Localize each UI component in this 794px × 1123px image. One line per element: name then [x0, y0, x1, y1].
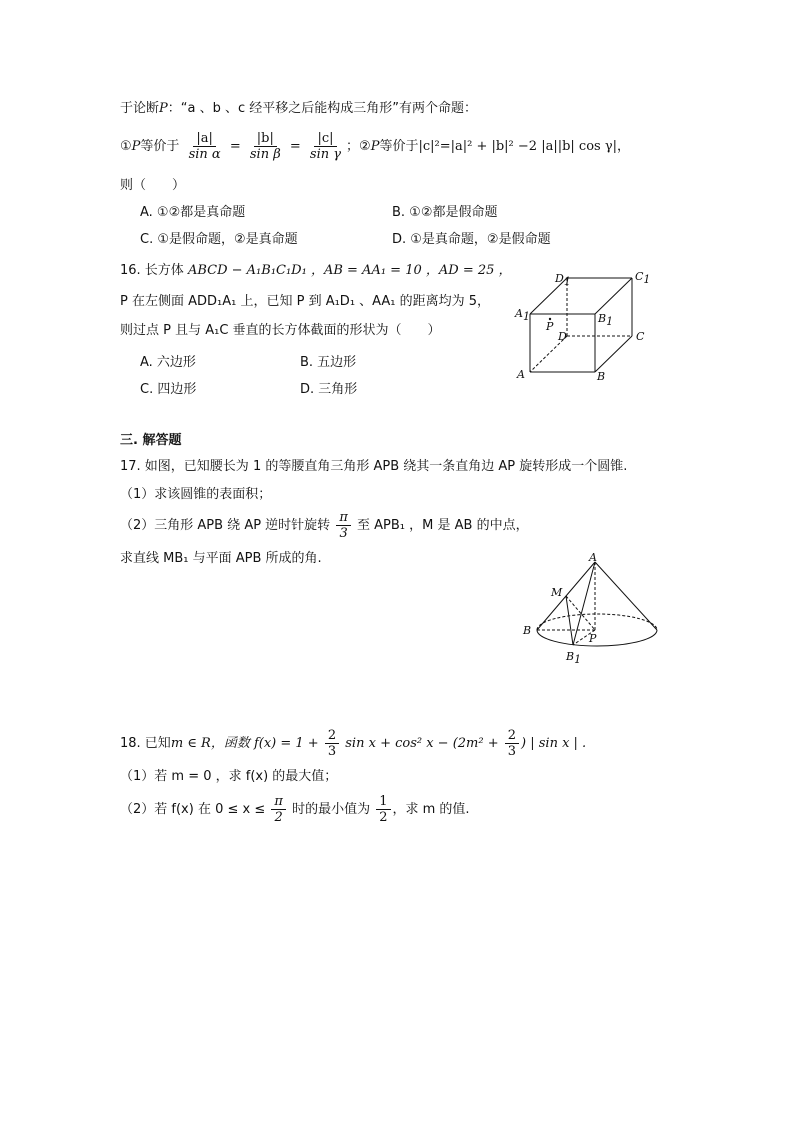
fraction-a-sin-alpha [186, 131, 224, 162]
frac-den: 3 [507, 744, 517, 759]
q15-option-a: A. ①②都是真命题 [140, 205, 246, 220]
frac-den: sin β [249, 147, 281, 162]
frac-num: |c| [314, 131, 336, 147]
q16-line1 [120, 262, 512, 280]
q15-p-symbol: P [370, 139, 380, 154]
edge-CB [595, 336, 632, 372]
prop2-label: ；② [346, 139, 371, 154]
q18-line1c: sin x + cos² x − (2m² + [345, 736, 499, 751]
label-D: D [558, 330, 567, 343]
q18-line1 [120, 728, 586, 759]
q17-line3 [120, 510, 529, 541]
label-M: M [551, 586, 563, 599]
label-A1: A1 [515, 307, 530, 323]
q16-line2: P 在左侧面 ADD₁A₁ 上，已知 P 到 A₁D₁ 、AA₁ 的距离均为 5， [120, 294, 491, 309]
frac-num: 1 [376, 794, 390, 810]
base-back-arc [537, 614, 657, 630]
q18-line1b: m ∈ R，函数 f(x) = 1 + [170, 736, 319, 751]
fraction-pi-over-2 [271, 794, 286, 825]
frac-den: 3 [339, 526, 348, 541]
frac-den: sin α [188, 147, 221, 162]
q16-option-d: D. 三角形 [300, 382, 358, 397]
prop1-label: ① [120, 139, 132, 154]
label-P: P [589, 632, 597, 645]
label-B: B [523, 624, 532, 637]
q18-line2: （1）若 m = 0 ，求 f(x) 的最大值； [120, 769, 338, 784]
label-B: B [597, 370, 606, 383]
frac-num: 2 [325, 728, 339, 744]
fraction-1-2 [376, 794, 390, 825]
q17-line3a: （2）三角形 APB 绕 AP 逆时针旋转 [120, 518, 331, 533]
edge-C1B1 [595, 278, 632, 314]
fraction-c-sin-gamma [307, 131, 344, 162]
label-A: A [517, 368, 525, 381]
frac-den: 2 [274, 810, 283, 825]
q15-intro: 于论断 [120, 101, 160, 116]
q15-option-d: D. ①是真命题，②是假命题 [392, 232, 551, 247]
q17-line2: （1）求该圆锥的表面积； [120, 487, 272, 502]
prop1-text: 等价于 [140, 139, 180, 154]
frac-num: |a| [193, 131, 216, 147]
q15-option-c: C. ①是假命题，②是真命题 [140, 232, 298, 247]
fraction-2-3-b [505, 728, 519, 759]
fraction-2-3-a [325, 728, 339, 759]
fraction-b-sin-beta [247, 131, 284, 162]
q15-option-b: B. ①②都是假命题 [392, 205, 498, 220]
prop2-text: 等价于 [379, 139, 419, 154]
q18-line1d: ) | sin x | . [521, 736, 587, 751]
cone-figure [515, 550, 665, 670]
frac-den: sin γ [309, 147, 342, 162]
q18-line1a: 18. 已知 [120, 736, 171, 751]
section-title: 三. 解答题 [120, 433, 182, 448]
q16-option-c: C. 四边形 [140, 382, 197, 397]
q15-statement [120, 100, 477, 118]
label-P: P [546, 320, 554, 333]
frac-num: π [271, 794, 286, 810]
q15-propositions: ①P等价于 $\frac{|a|}{\text{sin α}}$ = $\frac{|b|}{\text{sin β}}$ = $\frac{|c|}{\text{sin γ}}$ ；②P等价于|c|²=|a|² + |b|² −2 |a||b| cos γ|， [120, 131, 630, 162]
q18-line3c: ，求 m 的值. [392, 802, 470, 817]
segment-MB1 [566, 596, 573, 645]
frac-den: 2 [379, 810, 388, 825]
frac-num: 2 [505, 728, 519, 744]
fraction-pi-over-3 [336, 510, 351, 541]
q16-body1: ABCD − A₁B₁C₁D₁ ，AB = AA₁ = 10 ，AD = 25 ， [187, 263, 512, 278]
q16-option-b: B. 五边形 [300, 355, 357, 370]
label-C: C [636, 330, 645, 343]
q17-line1: 17. 如图，已知腰长为 1 的等腰直角三角形 APB 绕其一条直角边 AP 旋转形成一个圆锥. [120, 459, 628, 474]
label-B1: B1 [566, 650, 582, 666]
q15-p-symbol: P [131, 139, 141, 154]
label-A: A [589, 551, 597, 564]
q17-line3b: 至 APB₁ ，M 是 AB 的中点， [357, 518, 529, 533]
label-D1: D1 [555, 272, 571, 288]
q15-p-symbol: P [159, 101, 168, 116]
q15-then: 则（ ） [120, 178, 186, 193]
q18-line3a: （2）若 f(x) 在 0 ≤ x ≤ [120, 802, 266, 817]
q18-line3b: 时的最小值为 [292, 802, 371, 817]
frac-num: π [336, 510, 351, 526]
frac-den: 3 [327, 744, 337, 759]
frac-num: |b| [254, 131, 277, 147]
generatrix-right [595, 562, 657, 630]
q15-statement-text: ：“a 、b 、c 经平移之后能构成三角形”有两个命题： [167, 101, 477, 116]
label-C1: C1 [635, 270, 651, 286]
base-front-arc [537, 630, 657, 646]
prop2-formula: |c|²=|a|² + |b|² −2 |a||b| cos γ|， [418, 139, 630, 154]
label-B1: B1 [598, 312, 614, 328]
q18-line3 [120, 793, 470, 827]
q16-option-a: A. 六边形 [140, 355, 196, 370]
q17-line4: 求直线 MB₁ 与平面 APB 所成的角. [120, 551, 322, 566]
q16-line3: 则过点 P 且与 A₁C 垂直的长方体截面的形状为（ ） [120, 323, 441, 338]
q16-number: 16. 长方体 [120, 263, 184, 278]
cuboid-figure [505, 262, 665, 387]
